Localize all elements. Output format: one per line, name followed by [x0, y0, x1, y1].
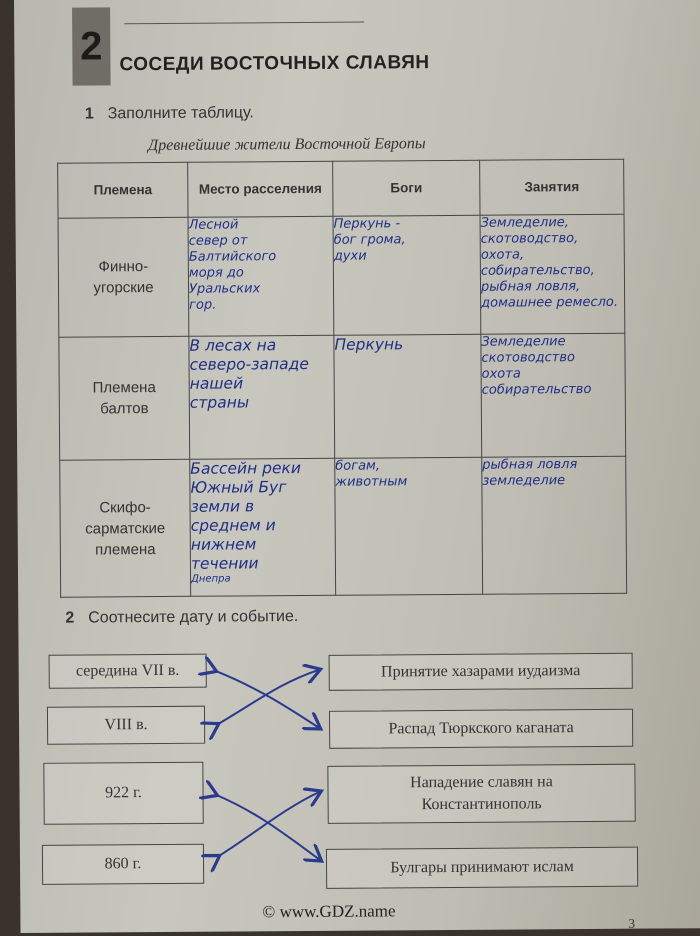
copyright-footer: © www.GDZ.name	[262, 901, 396, 922]
handwritten-gods-cell[interactable]	[333, 215, 481, 335]
header-rule	[124, 22, 364, 25]
chapter-number-badge: 2	[72, 7, 111, 85]
tribe-line: Скифо-	[99, 498, 151, 516]
handwriting-line: Уральских	[188, 281, 261, 297]
arrow-860-to-constantinople	[218, 792, 320, 857]
handwriting-line: течении	[190, 554, 259, 573]
header-gods: Боги	[333, 160, 480, 216]
ancient-peoples-table	[57, 159, 627, 598]
handwritten-place-cell[interactable]	[188, 216, 334, 336]
handwriting-line: Земледелие	[481, 334, 566, 350]
event-box[interactable]: Булгары принимают ислам	[326, 847, 638, 889]
handwritten-occupations-cell[interactable]	[482, 456, 627, 594]
handwriting-line: скотоводство,	[480, 231, 579, 247]
header-place: Место расселения	[188, 161, 333, 217]
handwriting-line: духи	[333, 248, 367, 264]
handwriting-line: среднем и	[190, 516, 276, 535]
page-number: 3	[628, 915, 636, 931]
table-row	[58, 214, 625, 337]
handwriting-line: собирательство,	[480, 262, 595, 279]
tribe-line: Племена	[92, 379, 156, 397]
handwriting-line: бог грома,	[333, 232, 406, 248]
handwriting-line: земли в	[190, 497, 255, 516]
task-1-text: Заполните таблицу.	[107, 104, 254, 123]
header-tribes: Племена	[58, 162, 188, 218]
date-box[interactable]: середина VII в.	[49, 654, 207, 689]
task-2-heading	[65, 608, 298, 628]
handwriting-line: север от	[188, 233, 248, 249]
handwriting-line: Бассейн реки	[190, 459, 302, 478]
tribe-cell	[58, 217, 189, 337]
handwritten-occupations-cell[interactable]	[480, 214, 625, 334]
handwriting-line: земледелие	[482, 473, 566, 489]
tribe-line: угорские	[93, 279, 154, 297]
handwriting-line: Перкунь -	[333, 216, 401, 232]
handwriting-line: рыбная ловля	[482, 457, 578, 473]
handwriting-line: Южный Буг	[190, 478, 287, 497]
arrow-vii-to-turkic	[215, 670, 319, 729]
handwriting-line: северо-западе	[189, 354, 309, 374]
chapter-title: СОСЕДИ ВОСТОЧНЫХ СЛАВЯН	[119, 52, 430, 76]
handwritten-gods-cell[interactable]	[334, 334, 482, 458]
tribe-line: балтов	[100, 400, 149, 418]
workbook-page	[14, 0, 700, 933]
handwriting-line: животным	[335, 474, 408, 490]
event-box[interactable]: Принятие хазарами иудаизма	[329, 653, 633, 691]
handwriting-line: Перкунь	[334, 335, 404, 354]
handwriting-line: богам,	[335, 458, 381, 474]
handwriting-line: скотоводство	[481, 350, 575, 366]
handwriting-line: нижнем	[190, 535, 257, 554]
date-box[interactable]: 860 г.	[42, 844, 204, 885]
handwriting-line: страны	[189, 393, 250, 412]
arrow-922-to-bulgar	[216, 794, 320, 861]
handwriting-line: охота	[481, 366, 521, 382]
arrow-viii-to-khazar	[217, 670, 319, 725]
handwriting-line: моря до	[188, 265, 244, 281]
tribe-line: Финно-	[98, 258, 149, 276]
handwritten-place-cell[interactable]	[190, 458, 336, 596]
handwriting-line: гор.	[189, 297, 217, 313]
handwriting-line: нашей	[189, 374, 244, 393]
tribe-cell	[60, 459, 191, 597]
handwriting-line: собирательство	[481, 381, 592, 398]
handwriting-line: Балтийского	[188, 249, 277, 265]
table-row	[59, 333, 626, 460]
date-box[interactable]: VIII в.	[47, 706, 205, 745]
tribe-line: племена	[95, 540, 156, 558]
handwriting-line: Земледелие,	[480, 215, 569, 231]
table-caption: Древнейшие жители Восточной Европы	[147, 135, 426, 155]
handwriting-line: рыбная ловля,	[480, 279, 581, 295]
handwriting-line: охота,	[480, 247, 525, 263]
tribe-cell	[59, 336, 190, 460]
table-row	[60, 456, 627, 597]
date-box[interactable]: 922 г.	[43, 762, 203, 825]
tribe-line: сарматские	[85, 519, 166, 538]
task-2-text: Соотнесите дату и событие.	[88, 608, 299, 627]
task-1-number: 1	[84, 105, 94, 123]
task-1-heading	[85, 104, 254, 123]
handwriting-line: Лесной	[188, 217, 239, 233]
handwriting-line: В лесах на	[189, 336, 277, 355]
handwritten-gods-cell[interactable]	[335, 457, 483, 595]
handwriting-line: домашнее ремесло.	[481, 294, 619, 311]
handwritten-occupations-cell[interactable]	[481, 333, 626, 457]
handwritten-place-cell[interactable]	[189, 335, 335, 459]
header-occupations: Занятия	[480, 159, 624, 215]
event-box[interactable]: Распад Тюркского каганата	[329, 709, 633, 749]
task-2-number: 2	[65, 609, 75, 627]
event-box[interactable]	[327, 764, 635, 824]
event-text: Нападение славян на Константинополь	[410, 773, 553, 814]
table-header-row	[58, 159, 624, 218]
handwriting-line: Днепра	[191, 573, 231, 585]
